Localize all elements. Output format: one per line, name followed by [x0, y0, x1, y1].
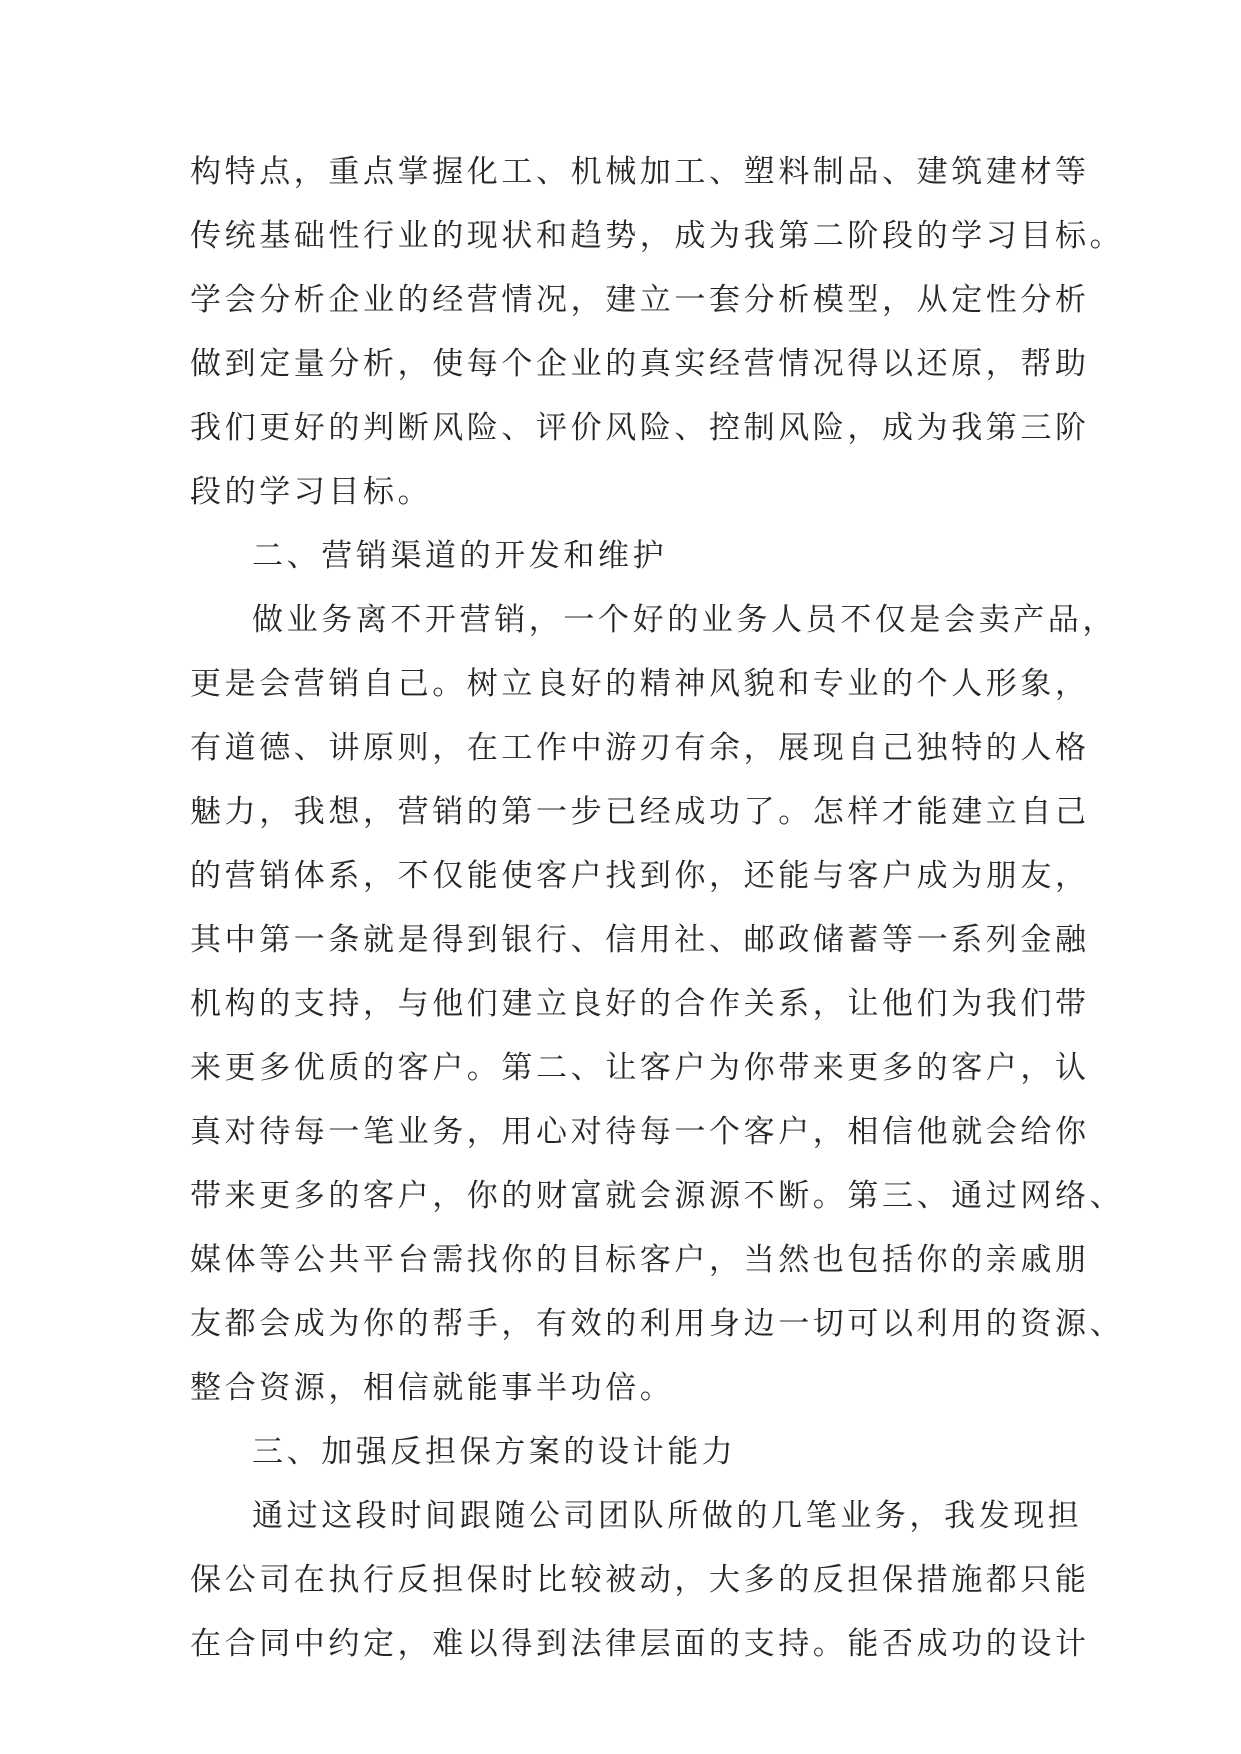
body-text-line: 做业务离不开营销，一个好的业务人员不仅是会卖产品， — [252, 602, 1117, 638]
body-text-line: 的营销体系，不仅能使客户找到你，还能与客户成为朋友， — [190, 858, 1090, 894]
body-text-line: 魅力，我想，营销的第一步已经成功了。怎样才能建立自己 — [190, 794, 1090, 830]
body-text-line: 构特点，重点掌握化工、机械加工、塑料制品、建筑建材等 — [190, 154, 1090, 190]
body-text-line: 学会分析企业的经营情况，建立一套分析模型，从定性分析 — [190, 282, 1090, 318]
body-text-line: 在合同中约定，难以得到法律层面的支持。能否成功的设计 — [190, 1626, 1090, 1662]
body-text-line: 友都会成为你的帮手，有效的利用身边一切可以利用的资源、 — [190, 1306, 1125, 1342]
section-heading: 二、营销渠道的开发和维护 — [252, 538, 668, 574]
section-heading: 三、加强反担保方案的设计能力 — [252, 1434, 737, 1470]
body-text-line: 我们更好的判断风险、评价风险、控制风险，成为我第三阶 — [190, 410, 1090, 446]
body-text-line: 真对待每一笔业务，用心对待每一个客户，相信他就会给你 — [190, 1114, 1090, 1150]
body-text-line: 媒体等公共平台需找你的目标客户，当然也包括你的亲戚朋 — [190, 1242, 1090, 1278]
body-text-line: 带来更多的客户，你的财富就会源源不断。第三、通过网络、 — [190, 1178, 1125, 1214]
body-text-line: 通过这段时间跟随公司团队所做的几笔业务，我发现担 — [252, 1498, 1083, 1534]
body-text-line: 其中第一条就是得到银行、信用社、邮政储蓄等一系列金融 — [190, 922, 1090, 958]
body-text-line: 整合资源，相信就能事半功倍。 — [190, 1370, 675, 1406]
body-text-line: 保公司在执行反担保时比较被动，大多的反担保措施都只能 — [190, 1562, 1090, 1598]
body-text-line: 来更多优质的客户。第二、让客户为你带来更多的客户，认 — [190, 1050, 1090, 1086]
body-text-line: 段的学习目标。 — [190, 474, 433, 510]
body-text-line: 有道德、讲原则，在工作中游刃有余，展现自己独特的人格 — [190, 730, 1090, 766]
body-text-line: 机构的支持，与他们建立良好的合作关系，让他们为我们带 — [190, 986, 1090, 1022]
body-text-line: 传统基础性行业的现状和趋势，成为我第二阶段的学习目标。 — [190, 218, 1125, 254]
body-text-line: 做到定量分析，使每个企业的真实经营情况得以还原，帮助 — [190, 346, 1090, 382]
body-text-line: 更是会营销自己。树立良好的精神风貌和专业的个人形象， — [190, 666, 1090, 702]
